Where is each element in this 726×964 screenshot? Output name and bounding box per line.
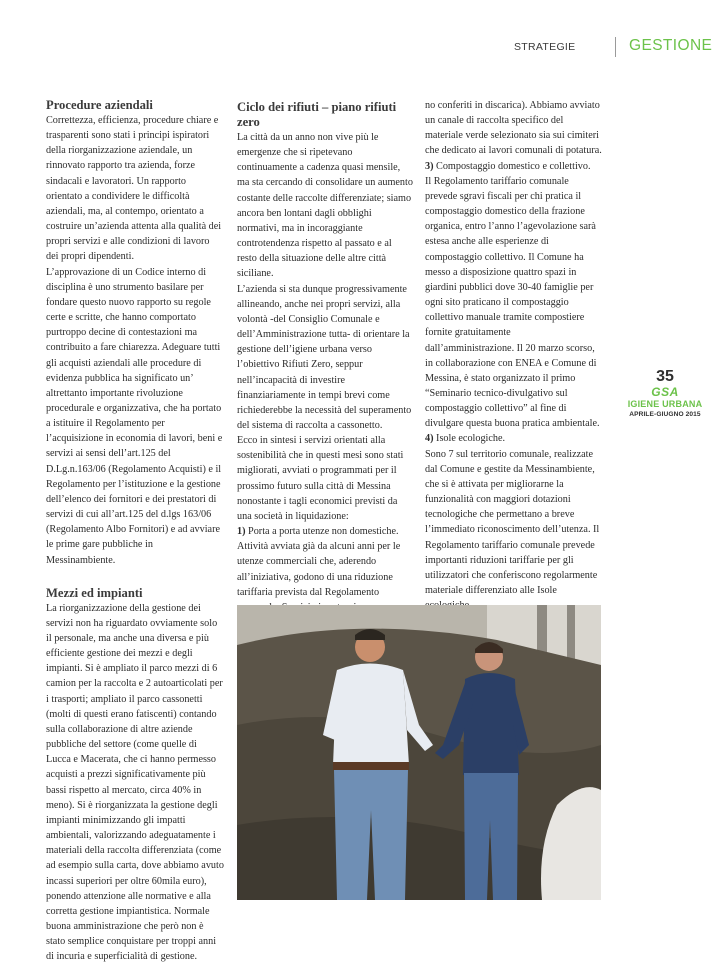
- paragraph: La riorganizzazione della gestione dei servizi non ha riguardato ovviamente solo il personale, ma anche una diversa e più efficiente gestione dei mezzi e degli impianti. Si è ampliato il parco mezzi di 6 camion per la raccolta e 2 autoarticolati per i trasporti; ampliato il parco cassonetti (molti di questi erano fatiscenti) contando sulla collaborazione di altre aziende pubbliche del settore (come quelle di Lucca e Macerata, che ci hanno permesso acquisti a prezzi significativamente più bassi rispetto al mercato, circa 40% in meno). Si è riorganizzata la gestione degli impianti minimizzando gli impatti ambientali, valorizzando adeguatamente i materiali della raccolta differenziata (come ad esempio sulla carta, dove abbiamo avuto incassi superiori per oltre 60mila euro), ponendo attenzione alle normative e alla corretta gestione impiantistica. Normale buona amministrazione che però non è stato semplice conquistare per troppi anni di incuria e superficialità di gestione.: [46, 602, 224, 963]
- paragraph: La città da un anno non vive più le emergenze che si ripetevano continuamente a cadenza quasi mensile, ma sta cercando di consolidare un aumento costante delle raccolte differenziate; siamo ancora ben lontani dagli obblighi normativi, ma in incoraggiante controtendenza rispetto al passato e al resto della situazione delle altre città siciliane.: [237, 132, 413, 280]
- paragraph: Correttezza, efficienza, procedure chiare e trasparenti sono stati i principi ispiratori della riorganizzazione aziendale, un rinnovato rapporto tra azienda, forze sindacali e lavoratori. Un rapporto orientato a condividere le difficoltà aziendali, ma, al contempo, orientato a costruire un’azienda attenta alla qualità dei propri servizi e alle condizioni di lavoro dei propri dipendenti.: [46, 115, 222, 263]
- heading-procedure-aziendali: Procedure aziendali: [46, 98, 153, 112]
- section-title: GESTIONE: [629, 37, 713, 54]
- list-item-heading: [425, 431, 602, 446]
- page-number: 35: [656, 368, 674, 385]
- article-column-1: [46, 98, 224, 964]
- list-number: 1): [237, 526, 246, 538]
- paragraph: Sono 7 sul territorio comunale, realizzate dal Comune e gestite da Messinambiente, che si è attivata per migliorarne la funzionalità con maggiori dotazioni tecnologiche che permettano a breve l’immediato riconoscimento dell’utenza. Il Regolamento tariffario comunale prevede importanti riduzioni tariffarie per gli utilizzatori che conferiscono regolarmente materiale differenziato alle Isole: [425, 448, 600, 596]
- magazine-name: IGIENE URBANA: [627, 399, 703, 409]
- paragraph: Attività avviata già da alcuni anni per le utenze commerciali che, aderendo all’iniziativa, godono di una riduzione tariffaria prevista dal Regolamento: [237, 541, 401, 598]
- heading-mezzi-ed-impianti: Mezzi ed impianti: [46, 585, 143, 600]
- header-divider: [615, 37, 616, 57]
- article-column-3: [425, 98, 602, 689]
- paragraph: no conferiti in discarica). Abbiamo avviato un canale di raccolta specifico del materiale verde selezionato sia sui cimiteri che dedicato ai lavori comunali di potatura.: [425, 100, 602, 157]
- issue-date: APRILE-GIUGNO 2015: [629, 411, 701, 418]
- paragraph: Ecco in sintesi i servizi orientati alla sostenibilità che in questi mesi sono stati migliorati, avviati o programmati per il prossimo futuro sulla città di Messina nonostante i tagli economici previsti da una società in liquidazione:: [237, 435, 404, 522]
- list-item-heading: [237, 524, 414, 539]
- list-number: 3): [425, 160, 434, 172]
- list-item-title: Compostaggio domestico e collettivo.: [436, 160, 591, 172]
- list-item-title: Porta a porta utenze non domestiche.: [248, 526, 399, 538]
- heading-ciclo-dei-rifiuti: Ciclo dei rifiuti – piano rifiuti zero: [237, 100, 397, 129]
- section-label: STRATEGIE: [514, 41, 576, 53]
- paragraph: L’azienda si sta dunque progressivamente allineando, anche nei propri servizi, alla volontà -del Consiglio Comunale e dell’Amministrazione tutta- di orientare la gestione dell’igiene urbana verso l’obiettivo Rifiuti Zero, seppur nell’incapacità di investire finanziariamente in tempi brevi come richiederebbe la necessità del superamento del sistema di raccolta a cassonetto.: [237, 283, 412, 431]
- page-folio: [624, 368, 706, 419]
- spacer: [46, 568, 224, 586]
- magazine-logo: GSA: [651, 385, 679, 399]
- list-number: 4): [425, 433, 434, 445]
- paragraph: Il Regolamento tariffario comunale prevede sgravi fiscali per chi pratica il compostaggio domestico della frazione organica, entro l’anno l’agevolazione sarà estesa anche alle esperienze di compostaggio collettivo. Il Comune ha messo a disposizione quattro spazi in giardini pubblici dove 30-40 famiglie per ogni sito praticano il compostaggio collettivo manuale tramite compostiere fornite gratuitamente dall’amministrazione. Il 20 marzo scorso, in collaborazione con ENEA e Comune di Messina, è stato organizzato il primo “Seminario tecnico-divulgativo sul compostaggio collettivo” al fine di divulgare questa buona pratica ambientale.: [425, 175, 600, 430]
- paragraph: L’approvazione di un Codice interno di disciplina è uno strumento basilare per fondare questo nuovo rapporto su regole certe e scritte, che hanno comportato purtroppo decine di contestazioni ma contribuito a fare chiarezza. Adeguare tutti gli acquisti aziendali alle procedure di evidenza pubblica ha significato un’ altrettanto importante rivoluzione procedurale e organizzativa, che ha portato a istituire il Regolamento per l’acquisizione in economia di lavori, beni e servizi ai sensi dell’art.125 del D.Lg.n.163/06 (Regolamento Acquisti) e il Regolamento per l’istituzione e la gestione dell’elenco dei fornitori e dei prestatori di servizi di cui all’art.125 del d.lgs 163/06 (Regolamento Albo Fornitori) e ad avviare le prime gare pubbliche in Messinambiente.: [46, 266, 223, 566]
- photo-illustration: [237, 605, 601, 900]
- list-item-heading: [425, 159, 602, 174]
- list-item-title: Isole ecologiche.: [436, 433, 506, 445]
- compost-photo: [237, 605, 601, 900]
